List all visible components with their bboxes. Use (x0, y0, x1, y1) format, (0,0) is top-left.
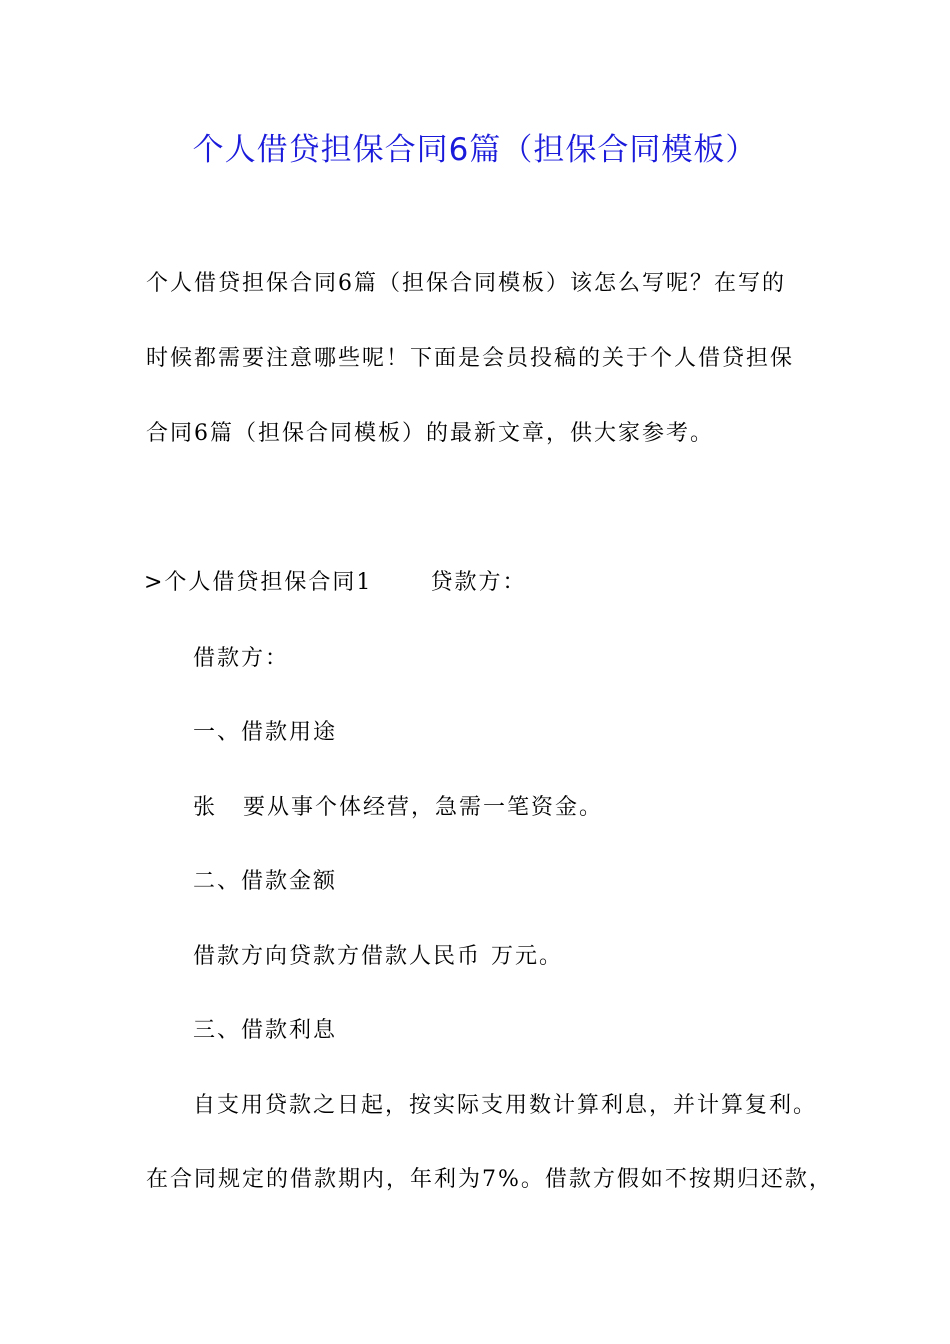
section2-body-line (193, 941, 563, 973)
document-title: 个人借贷担保合同6篇（担保合同模板） (192, 132, 758, 168)
section1-title: 一、借款用途 (193, 720, 338, 745)
section1-body: 要从事个体经营，急需一笔资金。 (243, 795, 604, 820)
section2-title: 二、借款金额 (193, 869, 338, 894)
section2-body-a: 借款方向贷款方借款人民币 (193, 944, 482, 969)
section3-body-line-1: 自支用贷款之日起，按实际支用数计算利息，并计算复利。 (193, 1093, 818, 1118)
section1-name: 张 (193, 795, 218, 820)
section2-body-b: 万元。 (491, 944, 564, 969)
intro-line-1: 个人借贷担保合同6篇（担保合同模板）该怎么写呢？在写的 (146, 271, 786, 296)
intro-line-2: 时候都需要注意哪些呢！下面是会员投稿的关于个人借贷担保 (146, 346, 795, 371)
intro-line-3: 合同6篇（担保合同模板）的最新文章，供大家参考。 (146, 421, 714, 446)
section3-body-line-2: 在合同规定的借款期内，年利为7%。借款方假如不按期归还款， (146, 1167, 833, 1192)
borrower-label: 借款方： (193, 646, 290, 671)
lender-label: 贷款方： (430, 570, 527, 595)
contract-heading-line (144, 567, 526, 599)
section3-title: 三、借款利息 (193, 1018, 338, 1043)
section1-body-line (193, 792, 603, 824)
contract-heading: >个人借贷担保合同1 (144, 570, 373, 595)
